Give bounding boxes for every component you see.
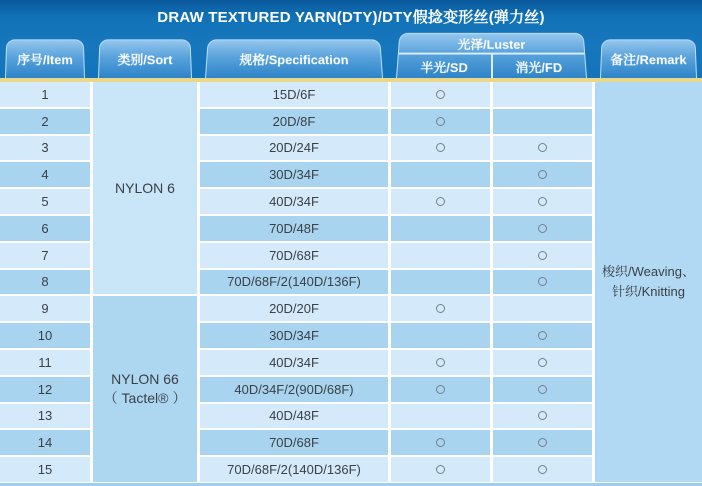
luster-sd-cell: [391, 82, 490, 107]
column-header-item-label: 序号/Item: [17, 52, 73, 68]
luster-fd-cell: [493, 162, 592, 187]
item-cell: 6: [0, 216, 90, 241]
item-cell: 14: [0, 430, 90, 455]
luster-fd-cell: [493, 82, 592, 107]
luster-fd-cell: [493, 430, 592, 455]
header-banner: [0, 0, 702, 78]
column-header-row: [0, 31, 702, 78]
spec-cell: 20D/20F: [200, 296, 388, 321]
remark-line1: 梭织/Weaving、: [602, 263, 695, 279]
luster-mark-circle-icon: [436, 143, 445, 152]
luster-fd-cell: [493, 457, 592, 482]
luster-fd-cell: [493, 243, 592, 268]
luster-fd-cell: [493, 189, 592, 214]
luster-fd-cell: [493, 350, 592, 375]
luster-subheader-row: [397, 55, 586, 78]
sort-cell-nylon66: [93, 296, 197, 482]
luster-sd-cell: [391, 243, 490, 268]
item-cell: 11: [0, 350, 90, 375]
luster-sd-cell: [391, 404, 490, 429]
luster-sd-cell: [391, 377, 490, 402]
column-header-luster-group: [396, 33, 587, 78]
spec-cell: 40D/34F: [200, 350, 388, 375]
spec-cell: 70D/68F: [200, 430, 388, 455]
luster-mark-circle-icon: [538, 465, 547, 474]
item-cell: 4: [0, 162, 90, 187]
spec-cell: 70D/48F: [200, 216, 388, 241]
spec-cell: 15D/6F: [200, 82, 388, 107]
spec-cell: 40D/34F: [200, 189, 388, 214]
luster-mark-circle-icon: [436, 385, 445, 394]
item-cell: 7: [0, 243, 90, 268]
item-cell: 15: [0, 457, 90, 482]
item-cell: 9: [0, 296, 90, 321]
column-header-sd: 半光/SD: [397, 55, 493, 78]
column-header-luster-label: 光泽/Luster: [399, 34, 584, 55]
item-cell: 12: [0, 377, 90, 402]
spec-cell: 30D/34F: [200, 162, 388, 187]
luster-fd-cell: [493, 377, 592, 402]
luster-mark-circle-icon: [436, 304, 445, 313]
item-cell: 1: [0, 82, 90, 107]
table-body: [0, 82, 702, 482]
luster-mark-circle-icon: [538, 358, 547, 367]
luster-mark-circle-icon: [538, 170, 547, 179]
luster-mark-circle-icon: [436, 438, 445, 447]
luster-sd-cell: [391, 162, 490, 187]
luster-sd-cell: [391, 136, 490, 161]
spec-cell: 40D/48F: [200, 404, 388, 429]
luster-fd-cell: [493, 216, 592, 241]
luster-fd-cell: [493, 109, 592, 134]
luster-mark-circle-icon: [538, 277, 547, 286]
luster-mark-circle-icon: [538, 411, 547, 420]
item-cell: 5: [0, 189, 90, 214]
column-header-sort: [98, 39, 192, 78]
luster-mark-circle-icon: [538, 331, 547, 340]
luster-sd-cell: [391, 109, 490, 134]
sort-label-nylon66-line2: （ Tactel® ）: [103, 390, 187, 407]
spec-cell: 70D/68F/2(140D/136F): [200, 457, 388, 482]
luster-sd-cell: [391, 457, 490, 482]
item-cell: 8: [0, 270, 90, 295]
item-cell: 2: [0, 109, 90, 134]
sort-label-nylon6: NYLON 6: [115, 180, 175, 197]
spec-cell: 20D/24F: [200, 136, 388, 161]
column-header-spec: [205, 39, 383, 78]
luster-mark-circle-icon: [436, 358, 445, 367]
remark-cell: [595, 82, 702, 482]
column-header-remark: [600, 39, 697, 78]
luster-mark-circle-icon: [538, 251, 547, 260]
luster-mark-circle-icon: [436, 117, 445, 126]
luster-mark-circle-icon: [538, 438, 547, 447]
luster-sd-cell: [391, 296, 490, 321]
item-cell: 10: [0, 323, 90, 348]
luster-mark-circle-icon: [538, 143, 547, 152]
luster-sd-cell: [391, 323, 490, 348]
luster-mark-circle-icon: [436, 90, 445, 99]
luster-sd-cell: [391, 350, 490, 375]
column-header-spec-label: 规格/Specification: [239, 52, 349, 68]
remark-line2: 针织/Knitting: [612, 283, 685, 299]
item-cell: 13: [0, 404, 90, 429]
luster-mark-circle-icon: [538, 197, 547, 206]
luster-sd-cell: [391, 216, 490, 241]
luster-mark-circle-icon: [436, 197, 445, 206]
spec-cell: 70D/68F: [200, 243, 388, 268]
luster-fd-cell: [493, 404, 592, 429]
luster-mark-circle-icon: [538, 385, 547, 394]
luster-sd-cell: [391, 189, 490, 214]
column-header-item: [5, 39, 85, 78]
luster-sd-cell: [391, 430, 490, 455]
column-header-fd: 消光/FD: [515, 59, 563, 75]
column-header-sort-label: 类别/Sort: [117, 52, 173, 68]
luster-fd-cell: [493, 323, 592, 348]
luster-sd-cell: [391, 270, 490, 295]
spec-cell: 20D/8F: [200, 109, 388, 134]
luster-fd-cell: [493, 136, 592, 161]
luster-mark-circle-icon: [436, 465, 445, 474]
luster-fd-cell: [493, 296, 592, 321]
spec-cell: 70D/68F/2(140D/136F): [200, 270, 388, 295]
luster-mark-circle-icon: [538, 224, 547, 233]
luster-fd-cell: [493, 270, 592, 295]
spec-cell: 40D/34F/2(90D/68F): [200, 377, 388, 402]
column-header-remark-label: 备注/Remark: [610, 52, 687, 68]
sort-label-nylon66-line1: NYLON 66: [111, 371, 179, 388]
page-title: DRAW TEXTURED YARN(DTY)/DTY假捻变形丝(弹力丝): [157, 9, 545, 26]
spec-cell: 30D/34F: [200, 323, 388, 348]
sort-cell-nylon6: [93, 82, 197, 294]
item-cell: 3: [0, 136, 90, 161]
